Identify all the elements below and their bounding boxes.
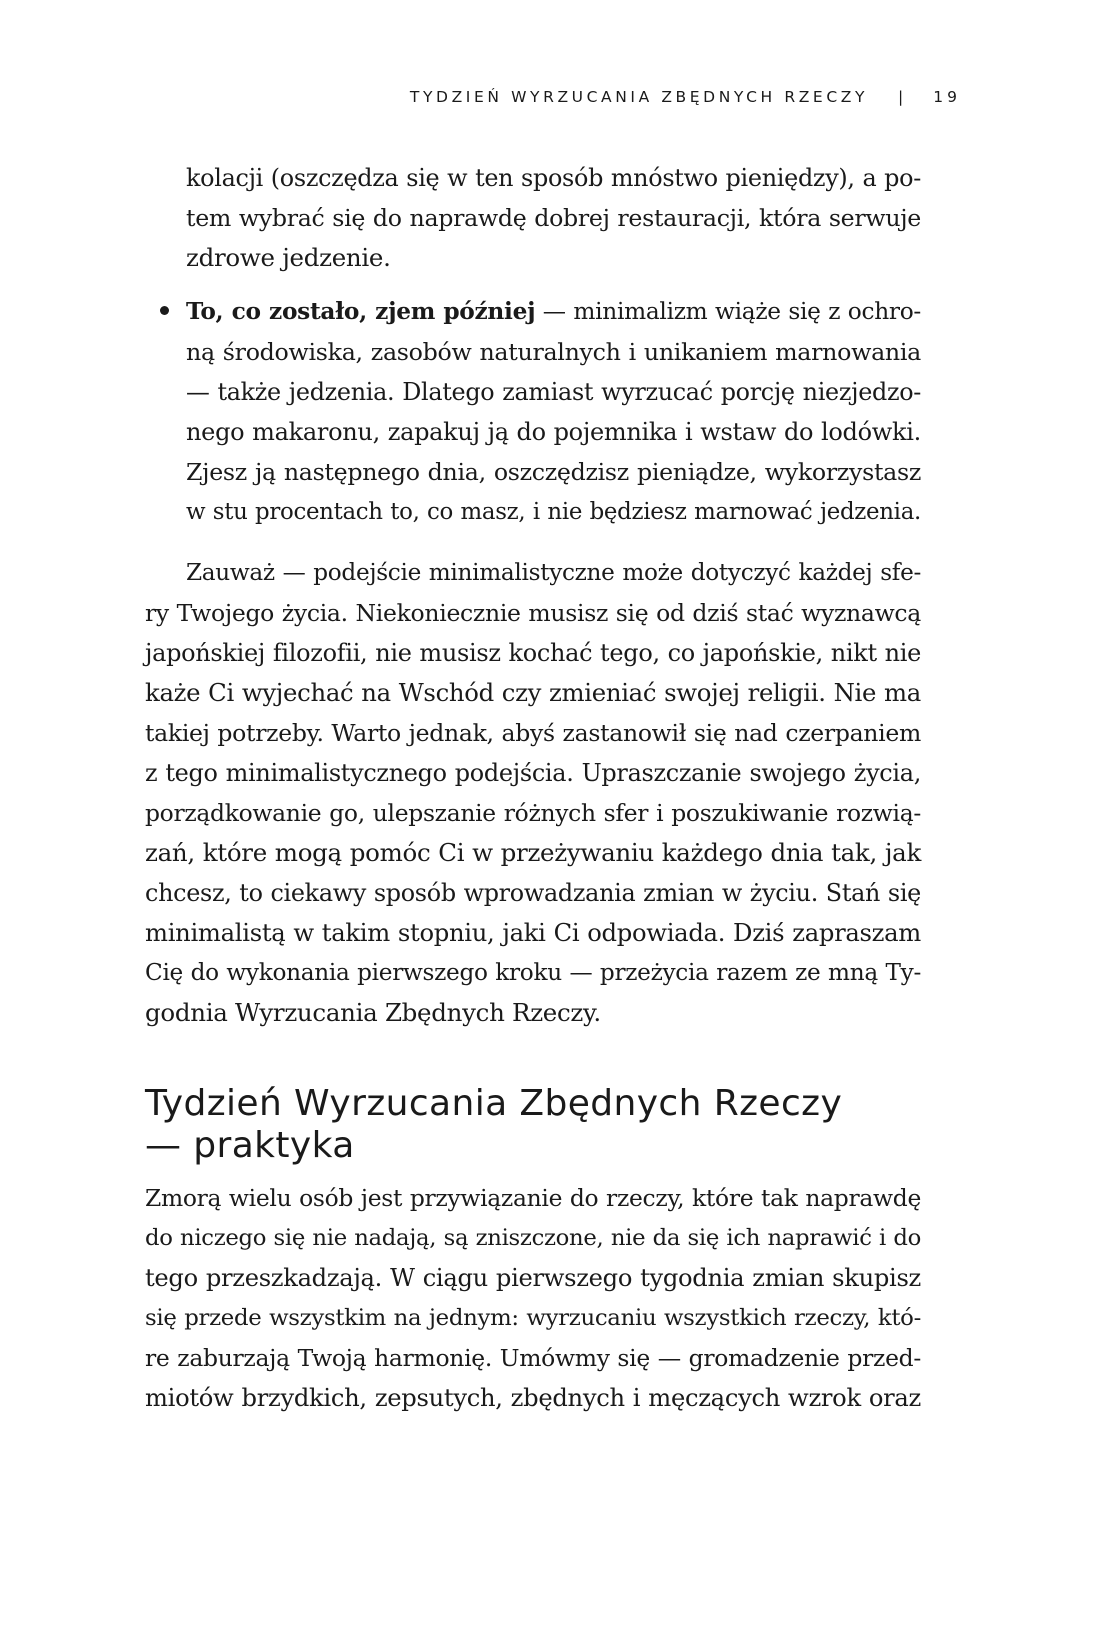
text-line: każe Ci wyjechać na Wschód czy zmieniać swojej religii. Nie ma	[145, 678, 921, 707]
text-line: godnia Wyrzucania Zbędnych Rzeczy.	[145, 998, 601, 1027]
text-line: nego makaronu, zapakuj ją do pojemnika i wstaw do lodówki.	[186, 418, 921, 446]
text-line: chcesz, to ciekawy sposób wprowadzania zmian w życiu. Stań się	[145, 879, 921, 907]
text-line: Zauważ — podejście minimalistyczne może dotyczyć każdej sfe-	[186, 560, 921, 586]
section-heading-line1: Tydzień Wyrzucania Zbędnych Rzeczy	[145, 1083, 843, 1124]
text-line: zań, które mogą pomóc Ci w przeżywaniu każdego dnia tak, jak	[145, 838, 921, 867]
bullet-lead-bold: To, co zostało, zjem później	[186, 298, 536, 325]
section-heading	[145, 1083, 935, 1167]
text-line: takiej potrzeby. Warto jednak, abyś zastanowił się nad czerpaniem	[145, 719, 921, 747]
text-line: do niczego się nie nadają, są zniszczone, nie da się ich naprawić i do	[145, 1225, 921, 1251]
text-line: minimalistą w takim stopniu, jaki Ci odpowiada. Dziś zapraszam	[145, 918, 921, 947]
text-line: miotów brzydkich, zepsutych, zbędnych i męczących wzrok oraz	[145, 1384, 921, 1412]
paragraph-continuation	[186, 158, 921, 278]
text-line: japońskiej filozofii, nie musisz kochać tego, co japońskie, nikt nie	[145, 639, 921, 667]
text-line: ry Twojego życia. Niekoniecznie musisz się od dziś stać wyznawcą	[145, 599, 921, 627]
running-title: TYDZIEŃ WYRZUCANIA ZBĘDNYCH RZECZY	[409, 88, 869, 106]
bullet-lead-rest: — minimalizm wiąże się z ochro-	[535, 298, 921, 325]
text-line: re zaburzają Twoją harmonię. Umówmy się — gromadzenie przed-	[145, 1344, 921, 1372]
text-line: tego przeszkadzają. W ciągu pierwszego tygodnia zmian skupisz	[145, 1264, 921, 1292]
paragraph-practice	[145, 1178, 921, 1418]
bullet-icon	[160, 306, 169, 315]
section-heading-line2: — praktyka	[145, 1125, 355, 1166]
paragraph-minimalism	[145, 553, 921, 1033]
text-line: Zmorą wielu osób jest przywiązanie do rzeczy, które tak naprawdę	[145, 1184, 921, 1212]
bullet-item	[186, 292, 921, 532]
text-line: Cię do wykonania pierwszego kroku — przeżycia razem ze mną Ty-	[145, 959, 921, 986]
text-line: — także jedzenia. Dlatego zamiast wyrzucać porcję niezjedzo-	[186, 378, 921, 406]
text-line: Zjesz ją następnego dnia, oszczędzisz pieniądze, wykorzystasz	[186, 458, 921, 486]
text-line: tem wybrać się do naprawdę dobrej restauracji, która serwuje	[186, 204, 921, 232]
text-line: z tego minimalistycznego podejścia. Upraszczanie swojego życia,	[145, 759, 921, 787]
bullet-lead-line	[186, 292, 921, 332]
text-line: zdrowe jedzenie.	[186, 243, 391, 272]
page-number: 19	[933, 88, 961, 106]
text-line: kolacji (oszczędza się w ten sposób mnóstwo pieniędzy), a po-	[186, 164, 921, 192]
text-line: się przede wszystkim na jednym: wyrzucaniu wszystkich rzeczy, któ-	[145, 1305, 921, 1331]
running-head	[410, 88, 961, 106]
text-line: porządkowanie go, ulepszanie różnych sfer i poszukiwanie rozwią-	[145, 799, 921, 827]
text-line: w stu procentach to, co masz, i nie będziesz marnować jedzenia.	[186, 499, 921, 525]
header-separator: |	[898, 88, 904, 106]
text-line: ną środowiska, zasobów naturalnych i unikaniem marnowania	[186, 338, 921, 366]
